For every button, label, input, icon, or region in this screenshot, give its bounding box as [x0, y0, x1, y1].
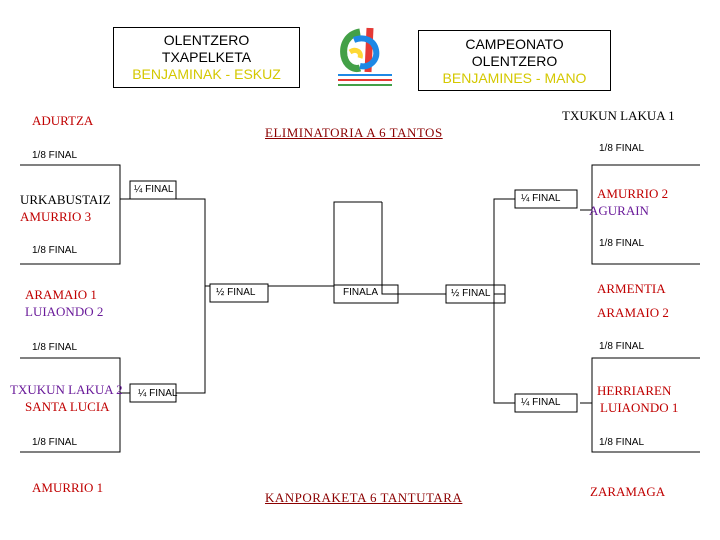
right-eighth-label-4: 1/8 FINAL — [599, 437, 645, 448]
right-team-4a: HERRIAREN — [597, 383, 672, 398]
header-left-line3: BENJAMINAK - ESKUZ — [132, 66, 281, 82]
left-quarter-label-1: ¼ FINAL — [134, 184, 174, 195]
header-right-line3: BENJAMINES - MANO — [442, 70, 587, 86]
header-right-line2: OLENTZERO — [471, 53, 558, 69]
left-team-2b: AMURRIO 3 — [20, 209, 92, 224]
right-team-1: TXUKUN LAKUA 1 — [562, 108, 675, 123]
right-eighth-label-2: 1/8 FINAL — [599, 238, 645, 249]
title-top: ELIMINATORIA A 6 TANTOS — [265, 125, 443, 140]
left-eighth-label-4: 1/8 FINAL — [32, 437, 78, 448]
left-eighth-label-3: 1/8 FINAL — [32, 342, 78, 353]
right-team-2a: AMURRIO 2 — [597, 186, 669, 201]
right-eighth-label-3: 1/8 FINAL — [599, 341, 645, 352]
right-quarter-label-2: ¼ FINAL — [521, 397, 561, 408]
left-team-5: AMURRIO 1 — [32, 480, 104, 495]
left-team-2a: URKABUSTAIZ — [20, 192, 111, 207]
right-team-4b: LUIAONDO 1 — [600, 400, 679, 415]
left-semi-label: ½ FINAL — [216, 287, 256, 298]
left-team-1: ADURTZA — [32, 113, 94, 128]
right-eighth-label-1: 1/8 FINAL — [599, 143, 645, 154]
left-team-3b: LUIAONDO 2 — [25, 304, 104, 319]
right-team-2b: AGURAIN — [589, 203, 649, 218]
header-right-line1: CAMPEONATO — [465, 36, 564, 52]
right-quarter-label-1: ¼ FINAL — [521, 193, 561, 204]
right-team-3a: ARMENTIA — [597, 281, 666, 296]
title-bottom: KANPORAKETA 6 TANTUTARA — [265, 490, 463, 505]
left-team-3a: ARAMAIO 1 — [25, 287, 97, 302]
right-semi-label: ½ FINAL — [451, 288, 491, 299]
left-team-4a: TXUKUN LAKUA 2 — [10, 382, 123, 397]
right-team-3b: ARAMAIO 2 — [597, 305, 669, 320]
left-quarter-label-2: ¼ FINAL — [138, 388, 178, 399]
header-left-line2: TXAPELKETA — [161, 49, 252, 65]
left-eighth-label-2: 1/8 FINAL — [32, 245, 78, 256]
left-eighth-label-1: 1/8 FINAL — [32, 150, 78, 161]
right-team-5: ZARAMAGA — [590, 484, 666, 499]
header-left-line1: OLENTZERO — [163, 32, 250, 48]
left-team-4b: SANTA LUCIA — [25, 399, 110, 414]
final-label: FINALA — [343, 287, 379, 298]
